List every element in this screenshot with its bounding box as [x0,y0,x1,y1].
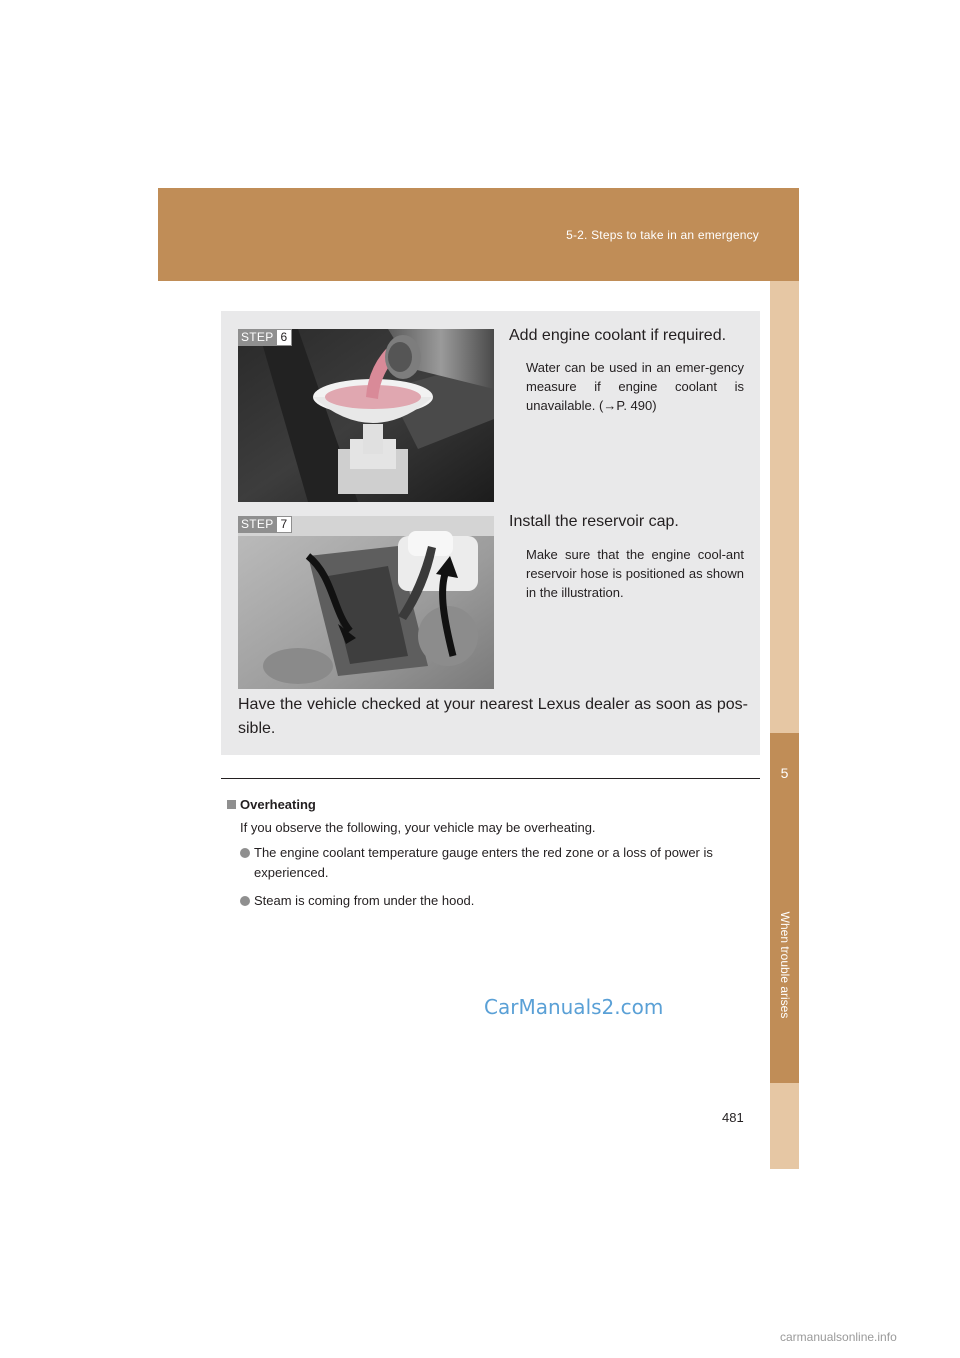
reservoir-cap-image [238,516,494,689]
info-title [227,797,747,812]
step-6-photo [238,329,494,502]
square-bullet-icon [227,800,236,809]
coolant-funnel-image [238,329,494,502]
list-item [240,891,747,911]
chapter-tab-active [770,733,799,1083]
watermark-link[interactable]: CarManuals2.com [484,995,664,1019]
chapter-title: When trouble arises [778,911,792,1019]
list-item-text: The engine coolant temperature gauge enters the red zone or a loss of power is experienced. [254,845,713,880]
footer-watermark[interactable]: carmanualsonline.info [780,1330,897,1344]
step-7-badge [238,516,292,533]
steps-panel [221,311,760,755]
section-header [158,188,799,281]
page-number: 481 [722,1110,744,1125]
list-item-text: Steam is coming from under the hood. [254,893,475,908]
step-6-heading: Add engine coolant if required. [509,327,727,344]
step-word: STEP [238,329,277,346]
step-7-photo [238,516,494,689]
round-bullet-icon [240,896,250,906]
info-intro: If you observe the following, your vehicle may be overheating. [240,820,596,835]
step-7-heading: Install the reservoir cap. [509,513,679,530]
chapter-number: 5 [780,765,789,781]
step-word: STEP [238,516,277,533]
section-divider [221,778,760,779]
info-section [227,797,747,911]
step-6-badge [238,329,292,346]
closing-instruction: Have the vehicle checked at your nearest Lexus dealer as soon as pos-sible. [238,696,748,737]
step-6-note: Water can be used in an emer-gency measure if engine coolant is unavailable. (→P. 490) [526,360,744,413]
round-bullet-icon [240,848,250,858]
list-item [240,843,747,883]
chapter-side-tab [770,281,799,1169]
section-title: 5-2. Steps to take in an emergency [566,228,759,242]
step-number: 6 [277,329,293,346]
step-7-note: Make sure that the engine cool-ant reservoir hose is positioned as shown in the illustration. [526,547,744,600]
info-title-text: Overheating [240,797,316,812]
step-number: 7 [277,516,293,533]
